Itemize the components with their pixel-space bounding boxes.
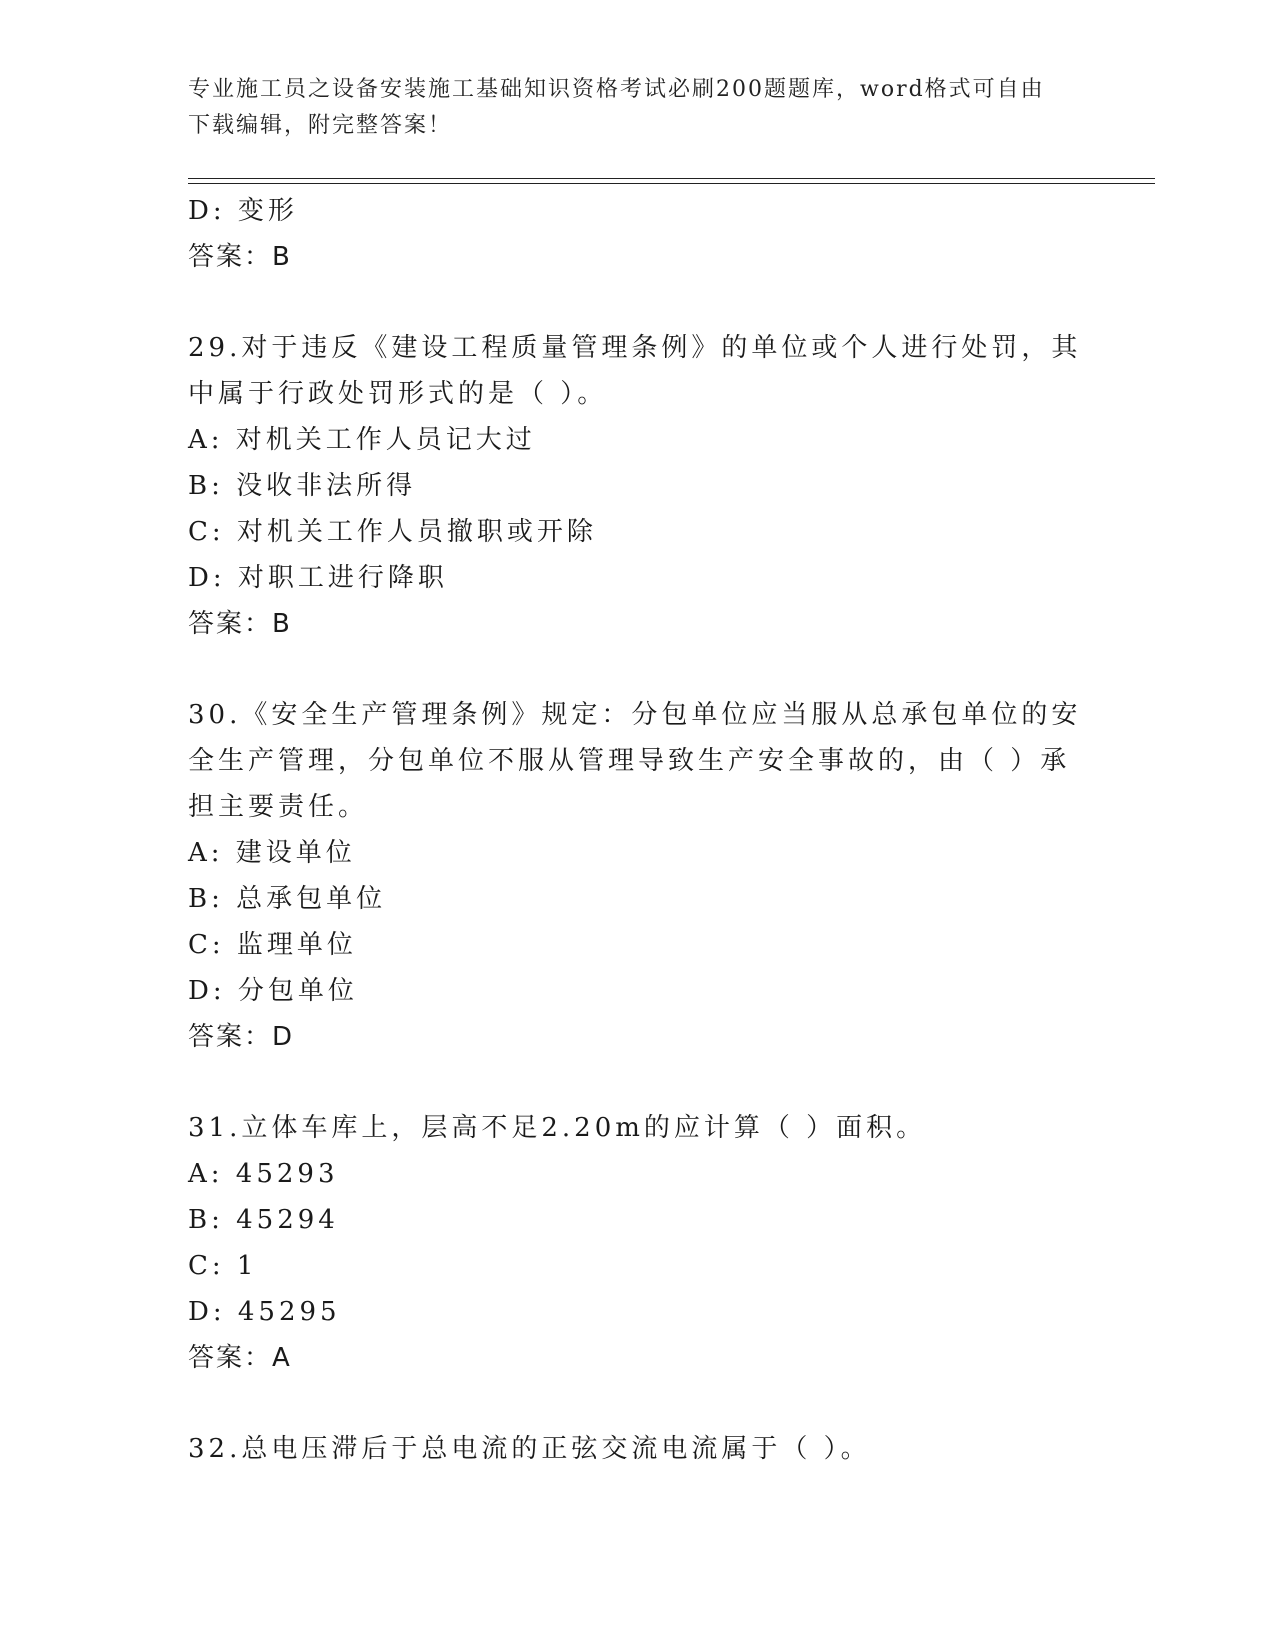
option-b: B: 总承包单位 — [188, 884, 387, 914]
question-stem: 31.立体车库上，层高不足2.20m的应计算（ ）面积。 — [188, 1113, 927, 1143]
page-header: 专业施工员之设备安装施工基础知识资格考试必刷200题题库，word格式可自由下载编辑，附完整答案！ — [188, 77, 1045, 138]
question-29 — [188, 325, 1088, 647]
header-rule-top — [188, 178, 1155, 179]
option-d: D: 45295 — [188, 1297, 341, 1327]
question-list — [188, 188, 1088, 1472]
answer: 答案：B — [188, 242, 292, 272]
option-d: D: 对职工进行降职 — [188, 563, 448, 593]
answer: 答案：D — [188, 1022, 295, 1052]
header-rule-bottom — [188, 183, 1155, 184]
option-a: A: 建设单位 — [188, 838, 356, 868]
answer: 答案：A — [188, 1343, 292, 1373]
question-stem: 29.对于违反《建设工程质量管理条例》的单位或个人进行处罚，其中属于行政处罚形式的是（ ）。 — [188, 333, 1082, 409]
option-d: D: 变形 — [188, 196, 298, 226]
question-30 — [188, 692, 1088, 1060]
option-c: C: 对机关工作人员撤职或开除 — [188, 517, 597, 547]
question-31 — [188, 1105, 1088, 1381]
question-stem: 32.总电压滞后于总电流的正弦交流电流属于（ ）。 — [188, 1434, 871, 1464]
option-d: D: 分包单位 — [188, 976, 358, 1006]
option-c: C: 监理单位 — [188, 930, 357, 960]
option-b: B: 45294 — [188, 1205, 339, 1235]
option-a: A: 45293 — [188, 1159, 339, 1189]
question-stem: 30.《安全生产管理条例》规定：分包单位应当服从总承包单位的安全生产管理，分包单位不服从管理导致生产安全事故的，由（ ）承担主要责任。 — [188, 700, 1082, 822]
option-a: A: 对机关工作人员记大过 — [188, 425, 536, 455]
option-c: C: 1 — [188, 1251, 258, 1281]
question-32 — [188, 1426, 1088, 1472]
option-b: B: 没收非法所得 — [188, 471, 417, 501]
answer: 答案：B — [188, 609, 292, 639]
